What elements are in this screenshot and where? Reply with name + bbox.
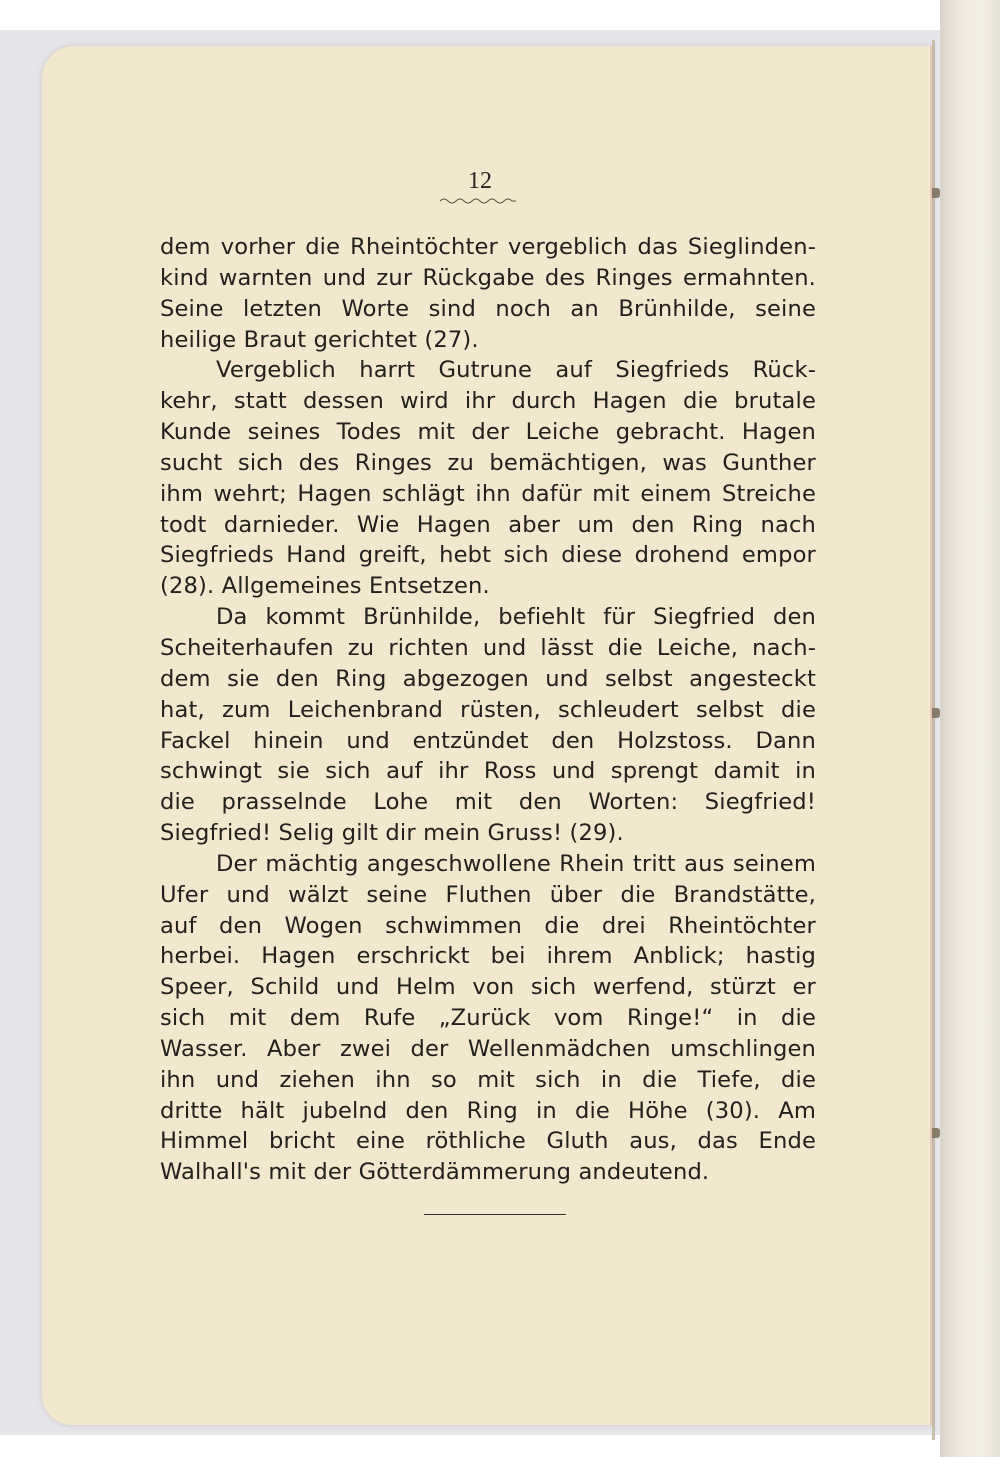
text-line: dritte hält jubelnd den Ring in die Höhe (30). Am — [160, 1097, 816, 1124]
text-line: die prasselnde Lohe mit den Worten: Siegfried! — [160, 789, 816, 816]
text-line: heilige Braut gerichtet (27). — [160, 326, 479, 353]
text-line: Scheiterhaufen zu richten und lässt die Leiche, nach- — [160, 634, 816, 661]
text-line: kind warnten und zur Rückgabe des Ringes ermahnten. — [160, 264, 816, 291]
text-line: dem sie den Ring abgezogen und selbst angesteckt — [160, 665, 816, 692]
text-line: sucht sich des Ringes zu bemächtigen, was Gunther — [160, 449, 816, 476]
text-line: Walhall's mit der Götterdämmerung andeutend. — [160, 1159, 710, 1186]
text-line: schwingt sie sich auf ihr Ross und sprengt damit in — [160, 758, 816, 785]
page-number: 12 — [468, 168, 492, 194]
text-line: Vergeblich harrt Gutrune auf Siegfrieds Rück- — [216, 357, 816, 384]
text-line: Kunde seines Todes mit der Leiche gebracht. Hagen — [160, 419, 816, 446]
facing-page-edge — [940, 0, 1000, 1457]
text-line: hat, zum Leichenbrand rüsten, schleudert selbst die — [160, 696, 816, 723]
text-line: Fackel hinein und entzündet den Holzstoss. Dann — [160, 727, 816, 754]
text-line: Der mächtig angeschwollene Rhein tritt aus seinem — [216, 850, 816, 877]
text-line: herbei. Hagen erschrickt bei ihrem Anblick; hastig — [160, 943, 816, 970]
page-number-ornament — [440, 197, 516, 205]
text-line: sich mit dem Rufe „Zurück vom Ringe!“ in die — [160, 1005, 816, 1032]
text-line: dem vorher die Rheintöchter vergeblich das Sieglinden- — [160, 234, 816, 260]
text-line: (28). Allgemeines Entsetzen. — [160, 573, 490, 600]
text-line: Siegfrieds Hand greift, hebt sich diese drohend empor — [160, 542, 816, 569]
text-line: kehr, statt dessen wird ihr durch Hagen die brutale — [160, 388, 816, 415]
text-line: Himmel bricht eine röthliche Gluth aus, das Ende — [160, 1128, 816, 1155]
text-line: Wasser. Aber zwei der Wellenmädchen umschlingen — [160, 1035, 816, 1062]
text-line: Da kommt Brünhilde, befiehlt für Siegfried den — [216, 604, 816, 631]
body-text — [160, 232, 816, 1188]
text-line: Seine letzten Worte sind noch an Brünhilde, seine — [160, 295, 816, 322]
book-spine — [932, 40, 935, 1440]
text-line: Speer, Schild und Helm von sich werfend, stürzt er — [160, 974, 816, 1001]
text-line: todt darnieder. Wie Hagen aber um den Ring nach — [160, 511, 816, 538]
text-line: Ufer und wälzt seine Fluthen über die Brandstätte, — [160, 881, 816, 908]
end-rule — [424, 1214, 566, 1215]
text-line: Siegfried! Selig gilt dir mein Gruss! (29). — [160, 820, 624, 847]
text-line: ihn und ziehen ihn so mit sich in die Tiefe, die — [160, 1066, 816, 1093]
text-line: ihm wehrt; Hagen schlägt ihn dafür mit einem Streiche — [160, 480, 816, 507]
text-line: auf den Wogen schwimmen die drei Rheintöchter — [160, 912, 816, 939]
